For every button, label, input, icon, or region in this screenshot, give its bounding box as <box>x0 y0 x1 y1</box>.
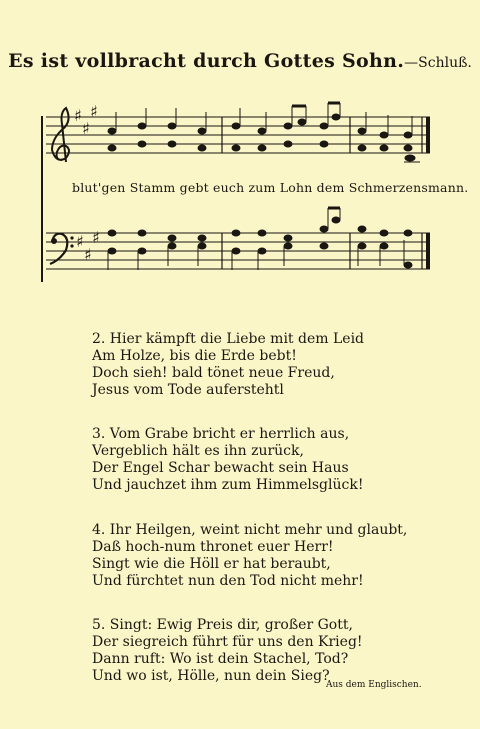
svg-text:♯: ♯ <box>92 228 100 247</box>
verse-line: Dann ruft: Wo ist dein Stachel, Tod? <box>92 651 349 667</box>
verse-line: Und jauchzet ihm zum Himmelsglück! <box>92 477 364 493</box>
verse-line: 5. Singt: Ewig Preis dir, großer Gott, <box>92 617 353 633</box>
bass-notes <box>108 208 412 270</box>
svg-text:♯: ♯ <box>76 232 84 251</box>
verse-line: Der Engel Schar bewacht sein Haus <box>92 460 349 476</box>
svg-text:♯: ♯ <box>90 102 98 121</box>
hymn-lyric-line: blut'gen Stamm gebt euch zum Lohn dem Schmerzensmann. <box>72 180 469 195</box>
verse-3 <box>92 426 412 494</box>
verse-line: Am Holze, bis die Erde bebt! <box>92 348 297 364</box>
verse-line: Daß hoch-num thronet euer Herr! <box>92 539 334 555</box>
verse-line: 4. Ihr Heilgen, weint nicht mehr und glaubt, <box>92 522 408 538</box>
verse-line: 2. Hier kämpft die Liebe mit dem Leid <box>92 331 365 347</box>
source-note: Aus dem Englischen. <box>326 680 422 690</box>
verse-line: Doch sieh! bald tönet neue Freud, <box>92 365 335 381</box>
bass-clef-icon <box>50 234 74 264</box>
verse-5 <box>92 617 412 685</box>
key-signature-treble <box>74 102 98 138</box>
verse-2 <box>92 331 412 399</box>
svg-text:♯: ♯ <box>84 245 92 264</box>
verse-line: Und wo ist, Hölle, nun dein Sieg? <box>92 668 330 684</box>
verse-line: Und fürchtet nun den Tod nicht mehr! <box>92 573 364 589</box>
verse-line: Singt wie die Höll er hat beraubt, <box>92 556 331 572</box>
hymn-title-main: Es ist vollbracht durch Gottes Sohn. <box>8 50 405 72</box>
svg-text:♯: ♯ <box>82 119 90 138</box>
verse-4 <box>92 522 412 590</box>
hymn-title-sub: —Schluß. <box>404 55 472 71</box>
verse-line: 3. Vom Grabe bricht er herrlich aus, <box>92 426 350 442</box>
verse-line: Der siegreich führt für uns den Krieg! <box>92 634 363 650</box>
verse-line: Vergeblich hält es ihn zurück, <box>92 443 304 459</box>
verse-line: Jesus vom Tode auferstehtl <box>92 382 284 398</box>
svg-text:♯: ♯ <box>74 106 82 125</box>
